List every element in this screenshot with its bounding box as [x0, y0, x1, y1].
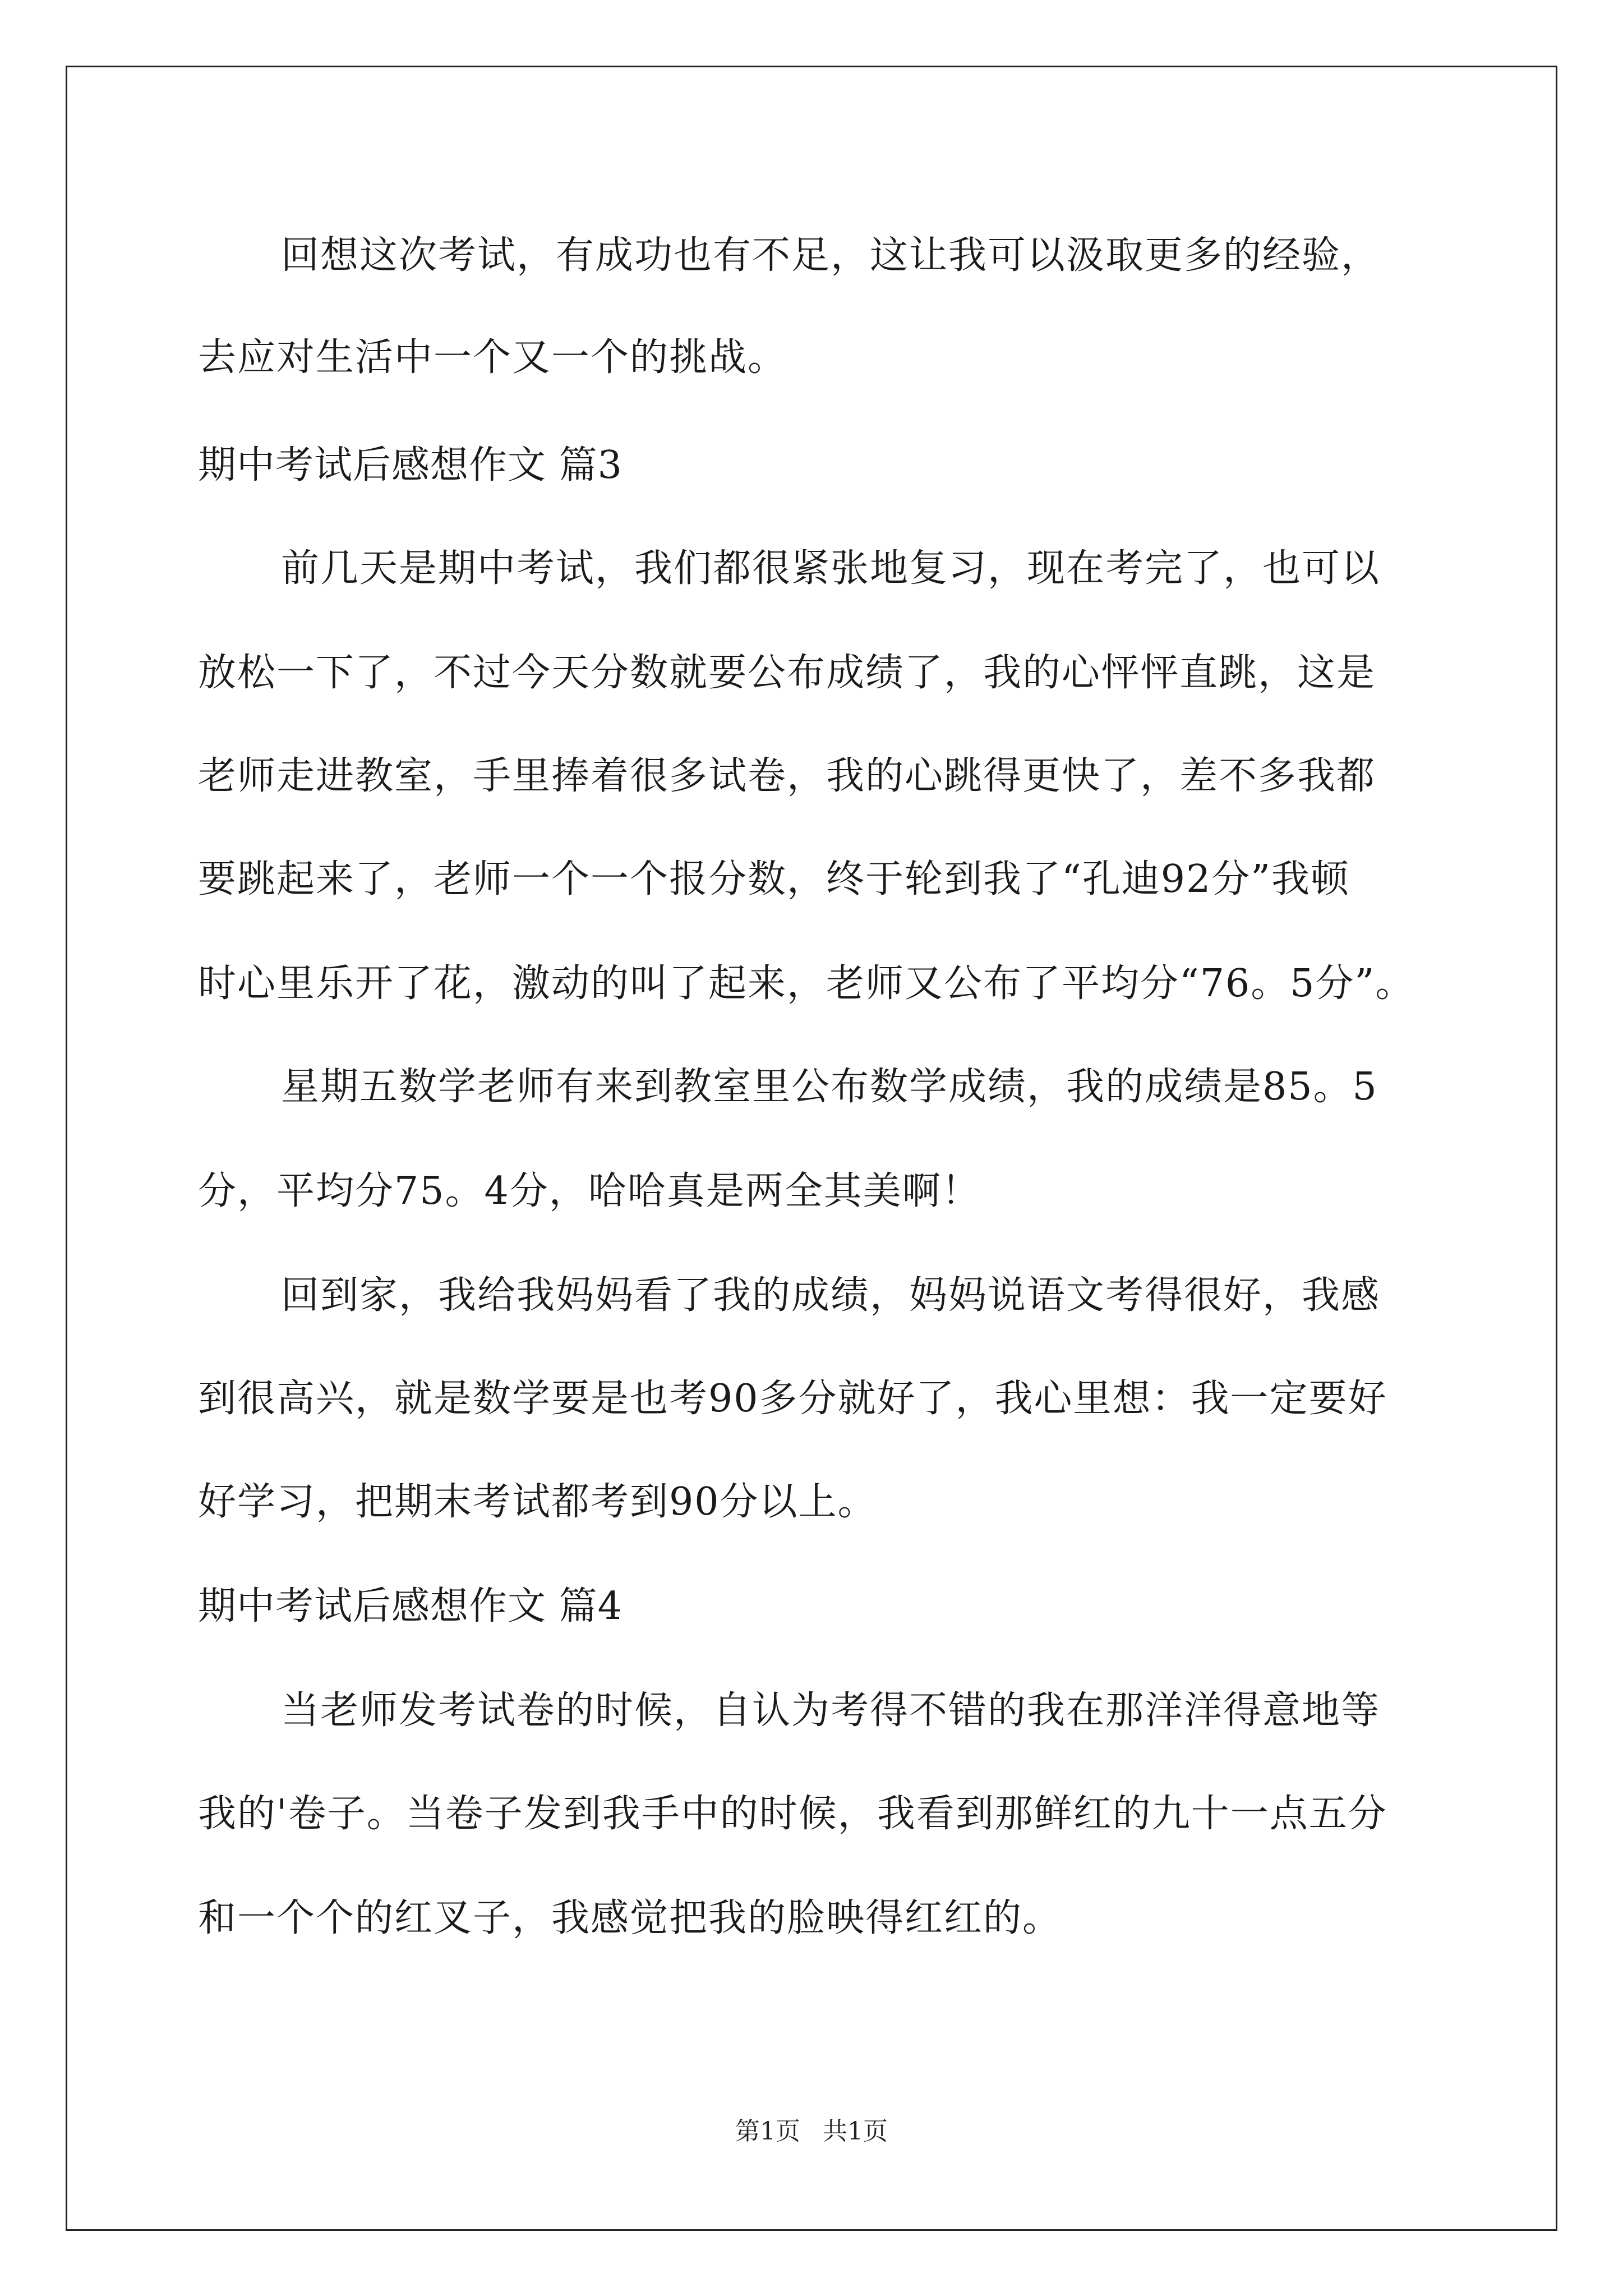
paragraph-line: 星期五数学老师有来到教室里公布数学成绩，我的成绩是85。5 — [281, 1065, 1378, 1109]
page-footer — [0, 2115, 1623, 2148]
paragraph-line: 回想这次考试，有成功也有不足，这让我可以汲取更多的经验， — [281, 233, 1381, 278]
section-heading: 期中考试后感想作文 篇3 — [198, 443, 623, 487]
paragraph-line: 去应对生活中一个又一个的挑战。 — [198, 335, 787, 380]
paragraph-line: 时心里乐开了花，激动的叫了起来，老师又公布了平均分“76。5分”。 — [198, 961, 1415, 1006]
paragraph-line: 分，平均分75。4分，哈哈真是两全其美啊！ — [198, 1169, 981, 1213]
section-heading: 期中考试后感想作文 篇4 — [198, 1584, 623, 1628]
page-number: 第1页 — [735, 2117, 800, 2146]
paragraph-line: 当老师发考试卷的时候，自认为考得不错的我在那洋洋得意地等 — [281, 1688, 1381, 1733]
page-total: 共1页 — [823, 2117, 888, 2146]
paragraph-line: 老师走进教室，手里捧着很多试卷，我的心跳得更快了，差不多我都 — [198, 754, 1376, 798]
paragraph-line: 好学习，把期末考试都考到90分以上。 — [198, 1480, 877, 1524]
paragraph-line: 回到家，我给我妈妈看了我的成绩，妈妈说语文考得很好，我感 — [281, 1273, 1381, 1318]
paragraph-line: 要跳起来了，老师一个一个报分数，终于轮到我了“孔迪92分”我顿 — [198, 857, 1350, 901]
paragraph-line: 前几天是期中考试，我们都很紧张地复习，现在考完了，也可以 — [281, 546, 1381, 591]
paragraph-line: 到很高兴，就是数学要是也考90多分就好了，我心里想：我一定要好 — [198, 1377, 1387, 1421]
paragraph-line: 我的'卷子。当卷子发到我手中的时候，我看到那鲜红的九十一点五分 — [198, 1792, 1387, 1836]
paragraph-line: 放松一下了，不过今天分数就要公布成绩了，我的心怦怦直跳，这是 — [198, 651, 1376, 695]
paragraph-line: 和一个个的红叉子，我感觉把我的脸映得红红的。 — [198, 1896, 1062, 1940]
